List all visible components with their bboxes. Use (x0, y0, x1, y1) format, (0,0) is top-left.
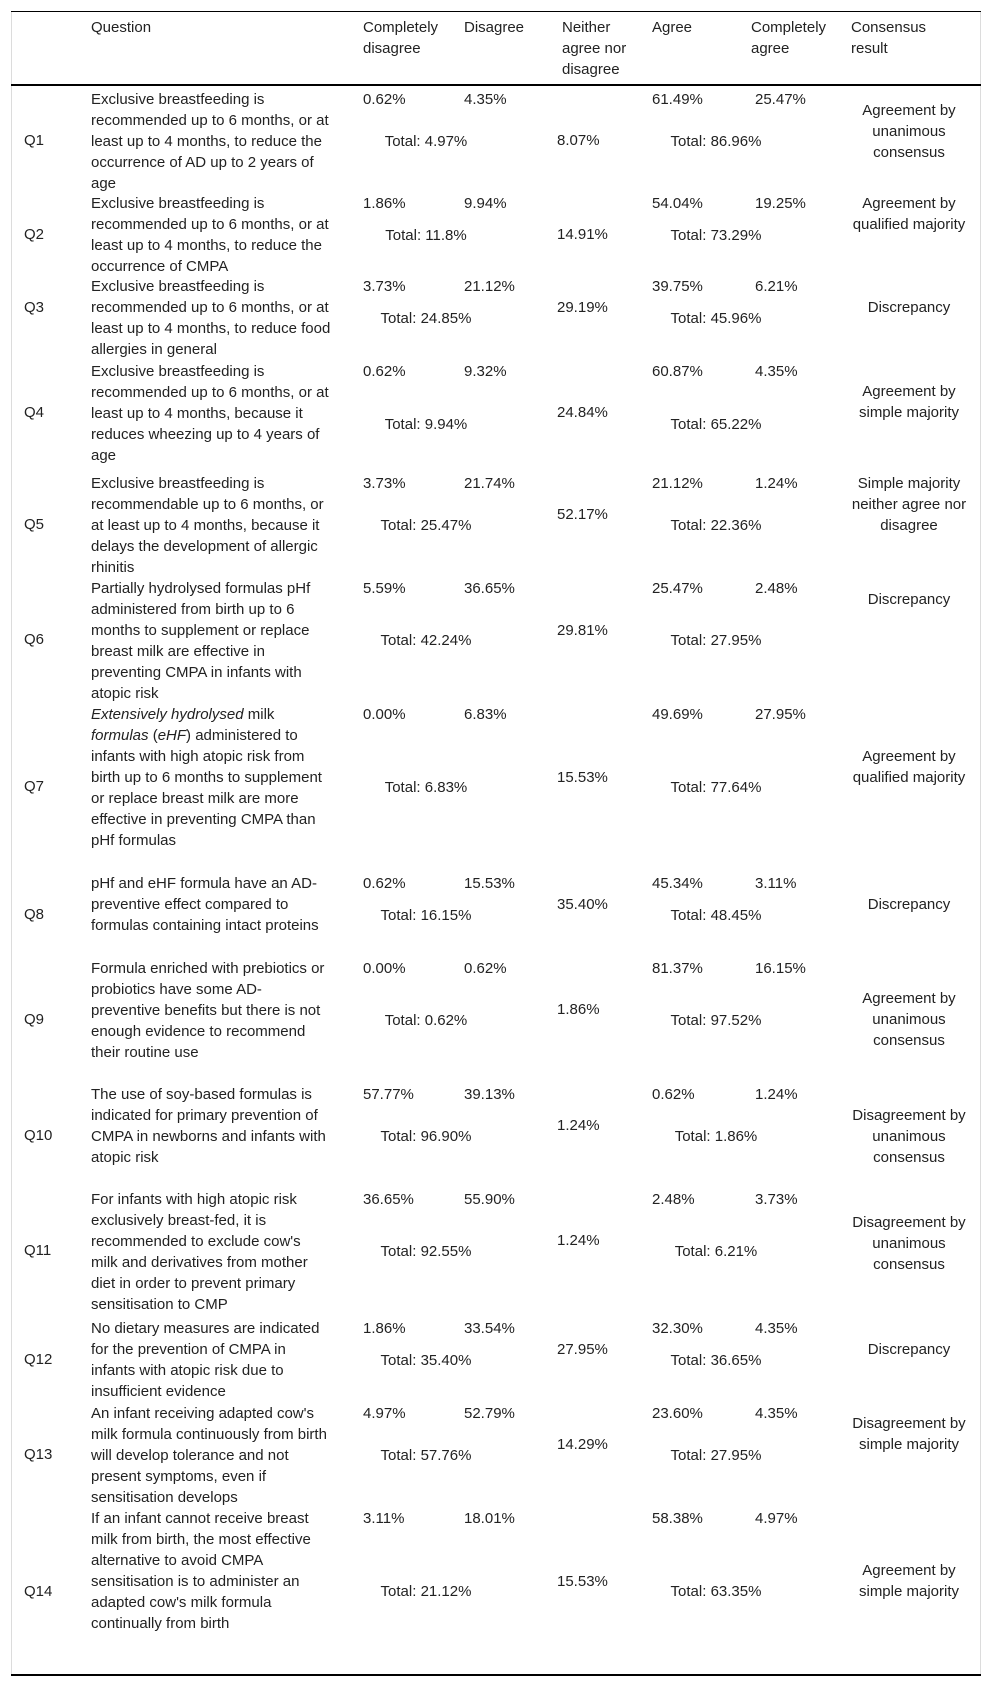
disagree-value: 33.54% (464, 1320, 515, 1337)
neither-value: 1.86% (557, 1001, 600, 1018)
disagree-value: 55.90% (464, 1191, 515, 1208)
table-row (11, 1505, 981, 1675)
disagree-value: 0.62% (464, 960, 507, 977)
completely-disagree-value: 3.73% (363, 278, 406, 295)
header-completely-disagree: Completely disagree (363, 19, 439, 57)
question-text: For infants with high atopic risk exclusively breast-fed, it is recommended to exclude cow's milk and derivatives from mother diet in order to prevent primary sensitisation to CMP (91, 1191, 308, 1313)
consensus-result: Discrepancy (867, 591, 951, 608)
agree-value: 45.34% (652, 875, 703, 892)
question-text: Exclusive breastfeeding is recommended up to 6 months, or at least up to 4 months, because it reduces wheezing up to 4 years of age (91, 363, 329, 464)
total-disagree-value: Total: 21.12% (380, 1583, 472, 1600)
completely-agree-value: 1.24% (755, 475, 798, 492)
consensus-result: Agreement by qualified majority (852, 748, 966, 786)
question-text: Partially hydrolysed formulas pHf administered from birth up to 6 months to supplement or replace breast milk are effective in preventing CMPA in infants with atopic risk (91, 580, 311, 702)
header-agree: Agree (652, 19, 693, 36)
question-id: Q4 (24, 404, 45, 421)
question-id: Q7 (24, 778, 45, 795)
completely-agree-value: 4.97% (755, 1510, 798, 1527)
question-text: The use of soy-based formulas is indicated for primary prevention of CMPA in newborns and infants with atopic risk (91, 1086, 326, 1166)
total-agree-value: Total: 73.29% (670, 227, 762, 244)
agree-value: 81.37% (652, 960, 703, 977)
disagree-value: 36.65% (464, 580, 515, 597)
neither-value: 14.91% (557, 226, 608, 243)
table-row (11, 1186, 981, 1315)
question-text: Exclusive breastfeeding is recommended up to 6 months, or at least up to 4 months, to reduce the occurrence of AD up to 2 years of age (91, 91, 329, 192)
question-text: pHf and eHF formula have an AD-preventive effect compared to formulas containing intact proteins (91, 875, 319, 934)
question-id: Q13 (24, 1446, 53, 1463)
completely-disagree-value: 3.11% (363, 1510, 405, 1527)
disagree-value: 21.74% (464, 475, 515, 492)
agree-value: 23.60% (652, 1405, 703, 1422)
question-text (91, 704, 331, 851)
total-disagree-value: Total: 57.76% (380, 1447, 472, 1464)
total-agree-value: Total: 45.96% (670, 310, 762, 327)
consensus-result: Discrepancy (867, 896, 951, 913)
table-top-rule (11, 11, 981, 12)
completely-disagree-value: 5.59% (363, 580, 406, 597)
total-disagree-value: Total: 11.8% (385, 227, 467, 244)
agree-value: 39.75% (652, 278, 703, 295)
completely-agree-value: 25.47% (755, 91, 806, 108)
question-text: No dietary measures are indicated for the prevention of CMPA in infants with atopic risk due to insufficient evidence (91, 1320, 320, 1400)
question-id: Q8 (24, 906, 45, 923)
question-id: Q11 (24, 1242, 52, 1259)
completely-disagree-value: 0.62% (363, 363, 406, 380)
table-row (11, 701, 981, 870)
consensus-result: Discrepancy (867, 299, 951, 316)
question-text: An infant receiving adapted cow's milk formula continuously from birth will develop tolerance and not present symptoms, even if sensitisation develops (91, 1405, 327, 1506)
neither-value: 1.24% (557, 1117, 600, 1134)
total-agree-value: Total: 97.52% (670, 1012, 762, 1029)
disagree-value: 15.53% (464, 875, 515, 892)
table-row (11, 273, 981, 358)
agree-value: 2.48% (652, 1191, 695, 1208)
header-consensus: Consensus result (851, 19, 927, 57)
disagree-value: 52.79% (464, 1405, 515, 1422)
neither-value: 27.95% (557, 1341, 608, 1358)
agree-value: 32.30% (652, 1320, 703, 1337)
neither-value: 1.24% (557, 1232, 600, 1249)
total-disagree-value: Total: 4.97% (384, 133, 468, 150)
consensus-result: Agreement by simple majority (858, 1562, 960, 1600)
completely-disagree-value: 1.86% (363, 195, 406, 212)
question-text: Exclusive breastfeeding is recommendable up to 6 months, or at least up to 4 months, because it delays the development of allergic rhinitis (91, 475, 324, 576)
header-neither: Neither agree nor disagree (562, 19, 627, 78)
completely-agree-value: 4.35% (755, 1320, 798, 1337)
completely-agree-value: 2.48% (755, 580, 798, 597)
agree-value: 49.69% (652, 706, 703, 723)
completely-agree-value: 4.35% (755, 1405, 798, 1422)
total-disagree-value: Total: 0.62% (384, 1012, 468, 1029)
total-agree-value: Total: 1.86% (674, 1128, 758, 1145)
neither-value: 15.53% (557, 769, 608, 786)
completely-disagree-value: 4.97% (363, 1405, 406, 1422)
total-disagree-value: Total: 9.94% (384, 416, 468, 433)
question-id: Q1 (24, 132, 45, 149)
completely-agree-value: 1.24% (755, 1086, 798, 1103)
completely-disagree-value: 1.86% (363, 1320, 406, 1337)
neither-value: 14.29% (557, 1436, 608, 1453)
total-agree-value: Total: 27.95% (670, 1447, 762, 1464)
disagree-value: 39.13% (464, 1086, 515, 1103)
completely-disagree-value: 0.00% (363, 706, 406, 723)
table-row (11, 86, 981, 190)
consensus-result: Disagreement by simple majority (852, 1415, 966, 1453)
consensus-result: Discrepancy (867, 1341, 951, 1358)
question-text: If an infant cannot receive breast milk from birth, the most effective alternative to avoid CMPA sensitisation is to administer an adapted cow's milk formula continually from birth (91, 1510, 311, 1632)
table-row (11, 955, 981, 1081)
total-disagree-value: Total: 35.40% (380, 1352, 472, 1369)
question-id: Q5 (24, 516, 45, 533)
disagree-value: 9.32% (464, 363, 507, 380)
total-disagree-value: Total: 16.15% (380, 907, 472, 924)
header-question: Question (91, 19, 152, 36)
agree-value: 61.49% (652, 91, 703, 108)
agree-value: 54.04% (652, 195, 703, 212)
disagree-value: 18.01% (464, 1510, 515, 1527)
question-id: Q9 (24, 1011, 45, 1028)
total-agree-value: Total: 48.45% (670, 907, 762, 924)
total-agree-value: Total: 22.36% (670, 517, 762, 534)
completely-agree-value: 19.25% (755, 195, 806, 212)
consensus-result: Simple majority neither agree nor disagree (851, 475, 967, 534)
neither-value: 29.81% (557, 622, 608, 639)
total-disagree-value: Total: 6.83% (384, 779, 468, 796)
agree-value: 0.62% (652, 1086, 695, 1103)
total-agree-value: Total: 27.95% (670, 632, 762, 649)
agree-value: 25.47% (652, 580, 703, 597)
consensus-result: Agreement by simple majority (858, 383, 960, 421)
completely-disagree-value: 0.00% (363, 960, 406, 977)
completely-agree-value: 3.11% (755, 875, 797, 892)
neither-value: 15.53% (557, 1573, 608, 1590)
neither-value: 24.84% (557, 404, 608, 421)
completely-agree-value: 6.21% (755, 278, 798, 295)
agree-value: 21.12% (652, 475, 703, 492)
table-row (11, 1081, 981, 1186)
total-agree-value: Total: 63.35% (670, 1583, 762, 1600)
consensus-result: Disagreement by unanimous consensus (852, 1107, 966, 1166)
completely-agree-value: 16.15% (755, 960, 806, 977)
agree-value: 60.87% (652, 363, 703, 380)
neither-value: 52.17% (557, 506, 608, 523)
total-agree-value: Total: 36.65% (670, 1352, 762, 1369)
completely-disagree-value: 0.62% (363, 91, 406, 108)
question-id: Q2 (24, 226, 45, 243)
question-id: Q6 (24, 631, 45, 648)
table-row (11, 470, 981, 575)
table-row (11, 1315, 981, 1400)
question-id: Q14 (24, 1583, 53, 1600)
total-agree-value: Total: 86.96% (670, 133, 762, 150)
completely-disagree-value: 57.77% (363, 1086, 414, 1103)
table-row (11, 575, 981, 701)
total-agree-value: Total: 65.22% (670, 416, 762, 433)
total-disagree-value: Total: 96.90% (380, 1128, 472, 1145)
total-agree-value: Total: 6.21% (674, 1243, 758, 1260)
total-disagree-value: Total: 92.55% (380, 1243, 472, 1260)
consensus-result: Agreement by qualified majority (852, 195, 966, 233)
neither-value: 35.40% (557, 896, 608, 913)
total-agree-value: Total: 77.64% (670, 779, 762, 796)
total-disagree-value: Total: 25.47% (380, 517, 472, 534)
disagree-value: 9.94% (464, 195, 507, 212)
total-disagree-value: Total: 24.85% (380, 310, 472, 327)
question-id: Q3 (24, 299, 45, 316)
agree-value: 58.38% (652, 1510, 703, 1527)
question-id: Q12 (24, 1351, 53, 1368)
neither-value: 8.07% (557, 132, 600, 149)
question-text: Formula enriched with prebiotics or probiotics have some AD-preventive benefits but there is not enough evidence to recommend their routine use (91, 960, 325, 1061)
header-disagree: Disagree (464, 19, 525, 36)
question-text-part: ( (148, 727, 158, 744)
disagree-value: 21.12% (464, 278, 515, 295)
disagree-value: 4.35% (464, 91, 507, 108)
neither-value: 29.19% (557, 299, 608, 316)
question-text: Exclusive breastfeeding is recommended up to 6 months, or at least up to 4 months, to reduce food allergies in general (91, 278, 331, 358)
question-text-part: ) administered to infants with high atopic risk from birth up to 6 months to supplement or replace breast milk are more effective in preventing CMPA than pHf formulas (91, 727, 322, 849)
completely-disagree-value: 3.73% (363, 475, 406, 492)
table-row (11, 190, 981, 273)
completely-agree-value: 27.95% (755, 706, 806, 723)
completely-disagree-value: 0.62% (363, 875, 406, 892)
consensus-result: Disagreement by unanimous consensus (852, 1214, 966, 1273)
table-row (11, 870, 981, 955)
consensus-result: Agreement by unanimous consensus (862, 102, 956, 161)
question-text-part: eHF (157, 727, 187, 744)
completely-agree-value: 4.35% (755, 363, 798, 380)
question-id: Q10 (24, 1127, 53, 1144)
disagree-value: 6.83% (464, 706, 507, 723)
question-text-part: formulas (91, 727, 149, 744)
consensus-result: Agreement by unanimous consensus (862, 990, 956, 1049)
header-completely-agree: Completely agree (751, 19, 827, 57)
completely-disagree-value: 36.65% (363, 1191, 414, 1208)
total-disagree-value: Total: 42.24% (380, 632, 472, 649)
question-text-part: milk (243, 706, 275, 723)
question-text-part: Extensively hydrolysed (91, 706, 244, 723)
question-text: Exclusive breastfeeding is recommended up to 6 months, or at least up to 4 months, to reduce the occurrence of CMPA (91, 195, 329, 275)
completely-agree-value: 3.73% (755, 1191, 798, 1208)
table-row (11, 358, 981, 470)
table-row (11, 1400, 981, 1505)
